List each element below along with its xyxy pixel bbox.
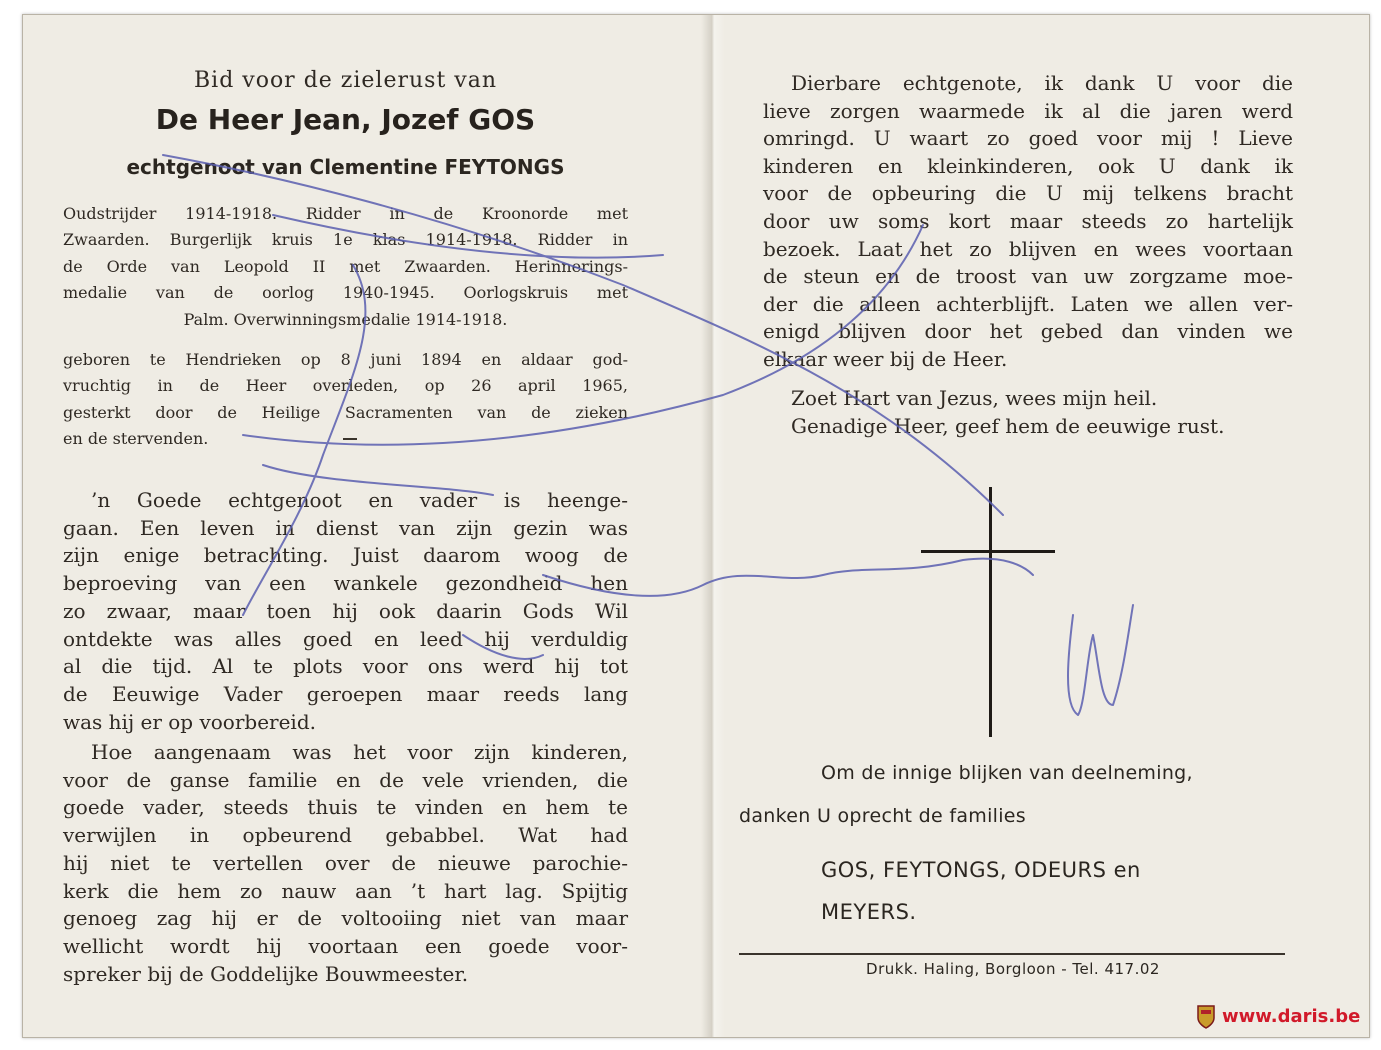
eulogy-line: de Eeuwige Vader geroepen maar reeds lang bbox=[63, 681, 628, 706]
farewell-line: der die alleen achterblijft. Laten we allen ver- bbox=[763, 291, 1293, 316]
eulogy-line: al die tijd. Al te plots voor ons werd hij tot bbox=[63, 654, 628, 679]
eulogy-line: zo zwaar, maar toen hij ook daarin Gods Wil bbox=[63, 598, 628, 623]
watermark-link[interactable]: www.daris.be bbox=[1222, 1006, 1361, 1027]
eulogy-line: kerk die hem zo nauw aan ’t hart lag. Spijtig bbox=[63, 878, 628, 903]
eulogy-line: zijn enige betrachting. Juist daarom woog de bbox=[63, 543, 628, 568]
farewell-line: omringd. U waart zo goed voor mij ! Lieve bbox=[763, 126, 1293, 151]
honors-line: medalie van de oorlog 1940-1945. Oorlogskruis met bbox=[63, 283, 628, 303]
farewell-line: de steun en de troost van uw zorgzame moe- bbox=[763, 264, 1293, 289]
eulogy-line: spreker bij de Goddelijke Bouwmeester. bbox=[63, 961, 469, 986]
prayer-line: Zoet Hart van Jezus, wees mijn heil. bbox=[791, 386, 1158, 410]
honors-line: Palm. Overwinningsmedalie 1914-1918. bbox=[183, 309, 508, 329]
thanks-line-1: Om de innige blijken van deelneming, bbox=[821, 762, 1193, 784]
eulogy-line: gaan. Een leven in dienst van zijn gezin was bbox=[63, 515, 628, 540]
eulogy-line: ontdekte was alles goed en leed hij verduldig bbox=[63, 626, 628, 651]
eulogy-line: goede vader, steeds thuis te vinden en hem te bbox=[63, 795, 628, 820]
eulogy-line: genoeg zag hij er de voltooiing niet van maar bbox=[63, 906, 628, 931]
eulogy-line: beproeving van een wankele gezondheid hen bbox=[63, 571, 628, 596]
farewell-line: lieve zorgen waarmede ik al die jaren werd bbox=[763, 98, 1293, 123]
farewell-line: enigd blijven door het gebed dan vinden we bbox=[763, 319, 1293, 344]
farewell-line: kinderen en kleinkinderen, ook U dank ik bbox=[763, 153, 1293, 178]
families-line-2: MEYERS. bbox=[821, 900, 917, 924]
spouse-line: echtgenoot van Clementine FEYTONGS bbox=[126, 155, 565, 179]
printer-credit: Drukk. Haling, Borgloon - Tel. 417.02 bbox=[866, 960, 1160, 978]
thanks-line-2: danken U oprecht de families bbox=[739, 805, 1026, 827]
pen-scribble-icon bbox=[23, 15, 1369, 1037]
birth-line: en de stervenden. bbox=[63, 429, 209, 449]
farewell-line: elkaar weer bij de Heer. bbox=[763, 346, 1008, 371]
daris-logo-icon bbox=[1196, 1004, 1216, 1030]
honors-line: Zwaarden. Burgerlijk kruis 1e klas 1914-1918. Ridder in bbox=[63, 230, 628, 250]
prayer-heading: Bid voor de zielerust van bbox=[193, 68, 498, 93]
birth-line: vruchtig in de Heer overleden, op 26 april 1965, bbox=[63, 376, 628, 396]
farewell-line: voor de opbeuring die U mij telkens bracht bbox=[763, 181, 1293, 206]
farewell-line: door uw soms kort maar steeds zo hartelijk bbox=[763, 208, 1293, 233]
honors-line: Oudstrijder 1914-1918. Ridder in de Kroonorde met bbox=[63, 204, 628, 223]
birth-line: geboren te Hendrieken op 8 juni 1894 en aldaar god- bbox=[63, 350, 628, 369]
eulogy-line: hij niet te vertellen over de nieuwe parochie- bbox=[63, 850, 628, 875]
eulogy-line: Hoe aangenaam was het voor zijn kinderen, bbox=[91, 740, 628, 764]
deceased-name: De Heer Jean, Jozef GOS bbox=[155, 103, 536, 136]
honors-line: de Orde van Leopold II met Zwaarden. Herinnerings- bbox=[63, 256, 628, 276]
farewell-line: bezoek. Laat het zo blijven en wees voortaan bbox=[763, 236, 1293, 261]
memorial-card bbox=[22, 14, 1370, 1038]
eulogy-line: wellicht wordt hij voortaan een goede voor- bbox=[63, 933, 628, 958]
eulogy-line: ’n Goede echtgenoot en vader is heenge- bbox=[91, 488, 628, 512]
eulogy-line: was hij er op voorbereid. bbox=[63, 709, 316, 734]
eulogy-line: verwijlen in opbeurend gebabbel. Wat had bbox=[63, 823, 628, 848]
families-line-1: GOS, FEYTONGS, ODEURS en bbox=[821, 858, 1141, 882]
birth-line: gesterkt door de Heilige Sacramenten van de zieken bbox=[63, 402, 628, 422]
prayer-line: Genadige Heer, geef hem de eeuwige rust. bbox=[791, 413, 1225, 438]
eulogy-line: voor de ganse familie en de vele vrienden, die bbox=[63, 767, 628, 792]
farewell-line: Dierbare echtgenote, ik dank U voor die bbox=[791, 71, 1293, 95]
